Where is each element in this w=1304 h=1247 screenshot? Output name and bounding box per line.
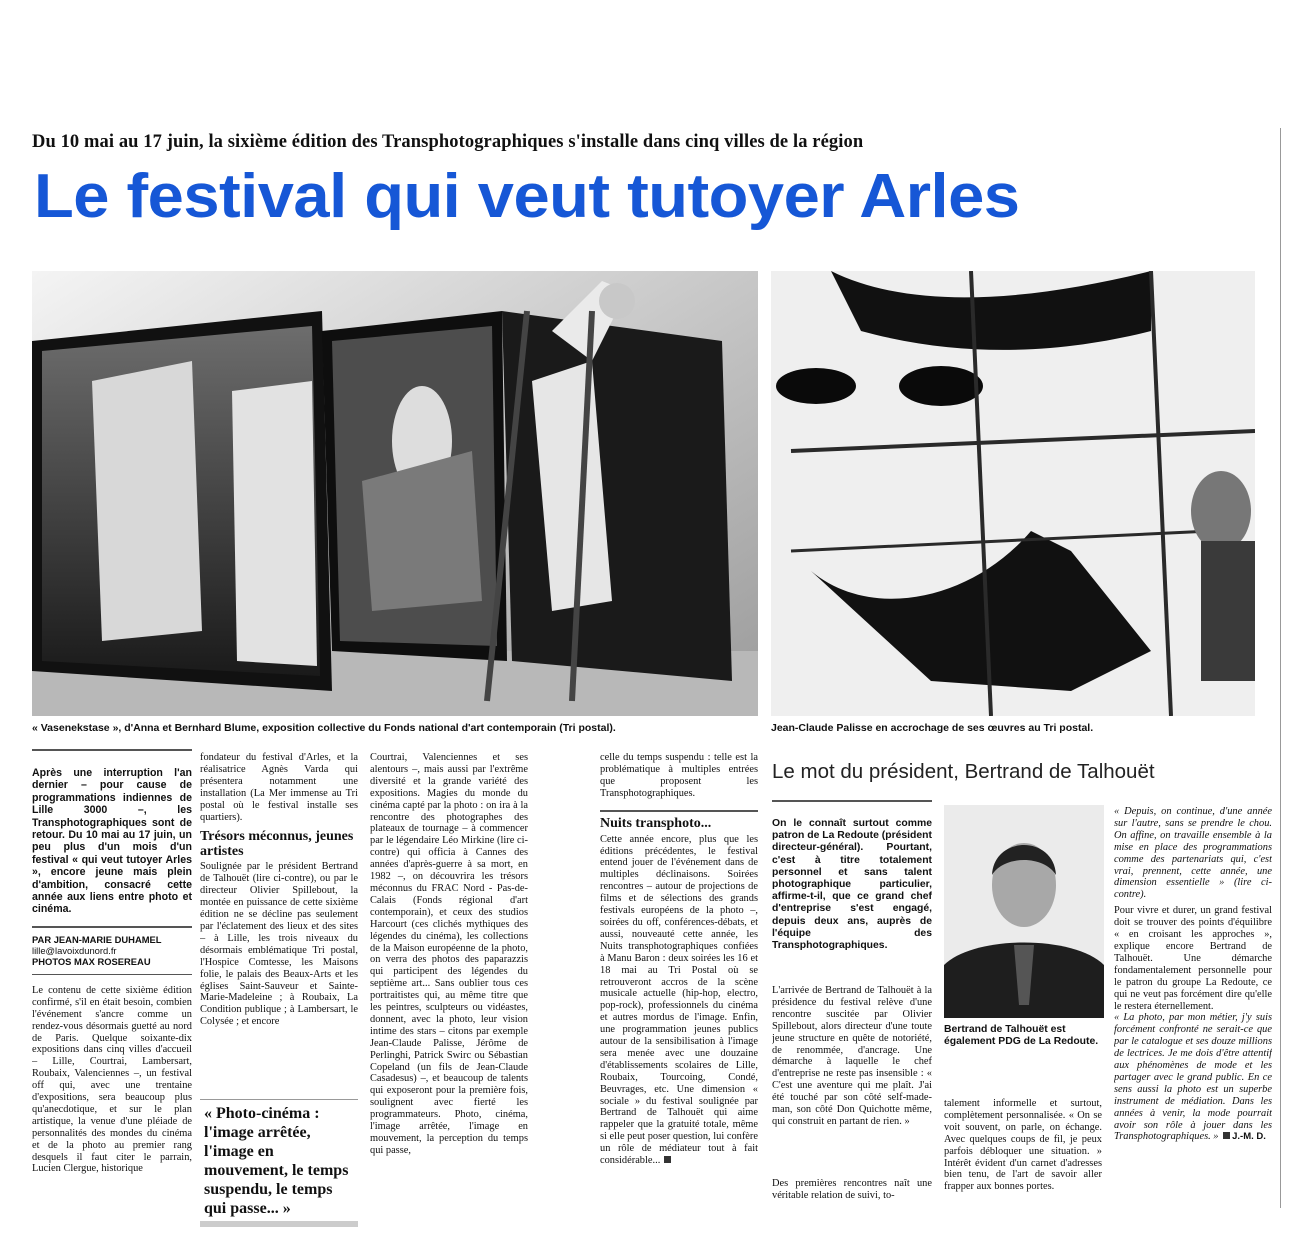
sidebar-body-2: Des premières rencontres naît une véritable relation de suivi, to- — [772, 1178, 932, 1201]
column-rule — [1280, 128, 1281, 1208]
column-1 — [32, 749, 192, 1175]
column-1-rule — [32, 749, 192, 751]
subhead-nuits: Nuits transphoto... — [600, 815, 712, 831]
sidebar-body-4: « Depuis, on continue, d'une année sur l'autre, sans se prendre le chou. On affine, on travaille ensemble à la mise en place des programmations comme des partenariats qui, c'est vrai, prennent, cette année, une dimension essentielle » (lire ci-contre). — [1114, 806, 1272, 901]
sidebar-column-3 — [1114, 806, 1272, 1143]
sidebar-body-5: Pour vivre et durer, un grand festival doit se trouver des points d'équilibre « en croisant les approches », explique encore Bertrand de Talhouët. Une démarche fondamentalement personnelle pour le patron du groupe La Redoute, ce qui ne veut pas forcément dire qu'elle le restera éternellement. — [1114, 905, 1272, 1012]
sidebar-title: Le mot du président, Bertrand de Talhouët — [772, 760, 1155, 783]
sidebar-body-6: « La photo, par mon métier, j'y suis forcément confronté ne serait-ce que par le catalogue et ses douze millions de lectrices. Je me dois d'être attentif aux phénomènes de mode et les partager avec le grand public. En ce sens aussi la photo est un superbe instrument de médiation. Dans les années à venir, la mode pourrait avoir son rôle à jouer dans les Transphotographiques. » J.-M. D. — [1114, 1012, 1272, 1143]
byline: PAR JEAN-MARIE DUHAMEL — [32, 933, 162, 945]
column-2 — [200, 752, 358, 1227]
subhead-tresors: Trésors méconnus, jeunes artistes — [200, 829, 354, 860]
portrait-caption: Bertrand de Talhouët est également PDG de La Redoute. — [944, 1024, 1099, 1048]
photo-credit: PHOTOS MAX ROSEREAU — [32, 955, 151, 967]
email: lille@lavoixdunord.fr — [32, 944, 117, 956]
photo-palisse — [771, 271, 1255, 716]
portrait-image — [944, 805, 1104, 1018]
column-4 — [600, 752, 758, 1167]
photo-palisse-image — [771, 271, 1255, 716]
pull-quote: « Photo-cinéma : l'image arrêtée, l'image en mouvement, le temps suspendu, le temps qui passe... » — [200, 1099, 358, 1227]
sidebar-body-1: L'arrivée de Bertrand de Talhouët à la présidence du festival relève d'une rencontre suscitée par Olivier Spillebout, alors directeur d'une toute jeune structure en quête de notoriété, de renommée, d'ancrage. Une démarche à laquelle le chef d'entreprise ne reste pas insensible : « C'est une aventure qui me plaît. J'ai été touché par son côté self-made-man, son côté Don Quichotte même, qui construit en partant de rien. » — [772, 985, 932, 1127]
column-1-body: Le contenu de cette sixième édition confirmé, s'il en était besoin, combien l'événement s'ancre comme un rendez-vous désormais guetté au nord de Paris. Quelque soixante-dix expositions dans cinq villes d'accueil – Lille, Courtrai, Lambersart, Roubaix, Valenciennes –, un festival off qui, avec une trentaine d'expositions, sera beaucoup plus qu'anecdotique, et sur le plan artistique, la venue d'une pléiade de personnalités des mondes du cinéma et de la photo au premier rang desquels il faut citer le parrain, Lucien Clergue, historique — [32, 984, 192, 1175]
column-2-body-2: Soulignée par le président Bertrand de Talhouët (lire ci-contre), ou par le directeur Olivier Spillebout, la montée en puissance de cette sixième édition ne se décline pas seulement par l'éclatement des lieux et des sites – à Lille, les trois niveaux du désormais emblématique Tri postal, l'Hospice Comtesse, les Maisons folie, le palais des Beaux-Arts et les églises Saint-Sauveur et Sainte-Marie-Madeleine ; à Roubaix, La Condition publique ; à Lambersart, le Colysée ; et encore — [200, 861, 358, 1028]
photo-vasenekstase-image — [32, 271, 758, 716]
sidebar-lead: On le connaît surtout comme patron de La Redoute (président directeur-général). Pourtant, c'est à titre totalement personnel et sans talent photographique particulier, affirme-t-il, que ce grand chef d'entreprise s'est engagé, depuis deux ans, auprès de l'équipe des Transphotographiques. — [772, 818, 932, 952]
column-4-body-1: celle du temps suspendu : telle est la problématique à multiples entrées que proposent les Transphotographiques. — [600, 752, 758, 799]
headline: Le festival qui veut tutoyer Arles — [34, 162, 1020, 231]
end-mark — [664, 1156, 671, 1163]
byline-rule — [32, 926, 192, 928]
column-2-body-1: fondateur du festival d'Arles, et la réalisatrice Agnès Varda qui présentera notamment une installation (La Mer immense au Tri postal où le festival installe ses quartiers). — [200, 752, 358, 823]
photo-palisse-caption: Jean-Claude Palisse en accrochage de ses œuvres au Tri postal. — [771, 722, 1094, 734]
sidebar-rule — [772, 800, 932, 802]
column-4-body-2: Cette année encore, plus que les éditions précédentes, le festival entend jouer de l'événement dans de multiples déclinaisons. Soirées rencontres – autour de projections de films et de sélections des grands festivals européens de la photo –, soirées du off, conférences-débats, et aussi, nouveauté cette année, les Nuits transphotographiques confiées à Manu Baron : deux soirées les 16 et 18 mai au Tri Postal où se retrouveront accros de la scène musicale actuelle (hip-hop, electro, pop-rock), professionnels du cinéma et autres mordus de l'image. Enfin, une programmation jeunes publics autour de la sensibilisation à l'image sera menée avec une douzaine d'établissements scolaires de Lille, Roubaix, Tourcoing, Condé, Beuvrages, etc. Une dimension « sociale » du festival soulignée par Bertrand de Talhouët qui aime rappeler que la gratuité totale, même si elle peut poser question, lui confère un rôle de médiateur tout à fait considérable... — [600, 833, 758, 1167]
subhead-rule — [600, 810, 758, 812]
photo-vasenekstase-caption: « Vasenekstase », d'Anna et Bernhard Blume, exposition collective du Fonds national d'art contemporain (Tri postal). — [32, 722, 616, 734]
kicker: Du 10 mai au 17 juin, la sixième édition des Transphotographiques s'installe dans cinq villes de la région — [32, 132, 864, 152]
signature: J.-M. D. — [1232, 1131, 1266, 1143]
credit-rule — [32, 974, 192, 975]
photo-vasenekstase — [32, 271, 758, 716]
end-mark — [1223, 1132, 1230, 1139]
column-3-body: Courtrai, Valenciennes et ses alentours –, mais aussi par l'extrême diversité et la grande variété des expositions. Magies du monde du cinéma capté par la photo : on ira à la rencontre des photographes des plateaux de tournage – à commencer par le légendaire Léo Mirkine (lire ci-contre) qui officia à Cannes des années d'après-guerre à sa mort, en 1982 –, on découvrira les trésors méconnus du FRAC Nord - Pas-de-Calais (Fonds régional d'art contemporain), et ceux des studios Harcourt (ces clichés mythiques des légendes du cinéma), les collections de la Maison européenne de la photo, on verra des photos des paparazzis qui participent des légendes du septième art... Sans oublier tous ces portraitistes qui, au même titre que les peintres, sculpteurs ou vidéastes, donnent, avec la photo, leur vision intime des stars – citons par exemple Jean-Claude Palisse, Jérôme de Perlinghi, Patrick Swirc ou Sébastian Copeland (un fils de Jean-Claude Casadesus) –, et beaucoup de talents qui exposeront pour la première fois, soulignent avec fierté les programmateurs. Photo, cinéma, l'image arrêtée, l'image en mouvement, la perception du temps qui passe, — [370, 752, 528, 1156]
portrait-talhouet — [944, 805, 1104, 1018]
lead-paragraph: Après une interruption l'an dernier – pour cause de programmations indiennes de Lille 3000 –, les Transphotographiques sont de retour. Du 10 mai au 17 juin, un peu plus d'un mois d'un festival « qui veut tutoyer Arles », encore jeune mais plein d'ambition, consacré cette année aux liens entre photo et cinéma. — [32, 767, 192, 916]
sidebar-body-3: talement informelle et surtout, complètement personnalisée. « On se voit souvent, on parle, on échange. Avec quelques coups de fil, je peux parfois débloquer une situation. » Intérêt évident d'un carnet d'adresses bien tenu, de l'art de savoir aller frapper aux bonnes portes. — [944, 1098, 1102, 1193]
